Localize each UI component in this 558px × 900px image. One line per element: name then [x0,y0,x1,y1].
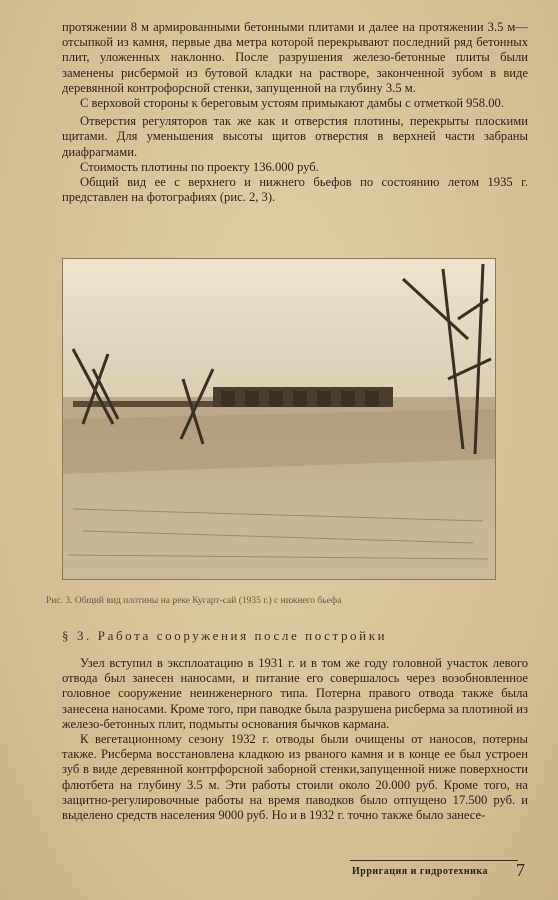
top-text-block [62,20,528,205]
page-number: 7 [516,860,525,880]
paragraph: К вегетационному сезону 1932 г. отводы были очищены от наносов, потерны также. Рисберма восстановлена кладкою из рваного камня и в конце ее был устроен зуб в виде деревянной контрфорсной заборной стенки,запущенной ниже поверхности флютбета на глубину 3.5 м. Эти работы стоили около 20.000 руб. Кроме того, на защитно-регулировочные работы на время паводков было отпущено 17.500 руб. и выделено средств населения 9000 руб. Но и в 1932 г. точно также было занесе- [62,732,528,823]
paragraph: С верховой стороны к береговым устоям примыкают дамбы с отметкой 958.00. [80,96,504,111]
journal-title: Ирригация и гидротехника [352,866,488,877]
bottom-text-block [62,656,528,823]
footer-rule [350,860,518,861]
paragraph: Узел вступил в эксплоатацию в 1931 г. и в том же году головной участок левого отвода был занесен наносами, и питание его совершалось через возобновленное головное сооружение неинженерного типа. Потерна правого отвода также была занесена наносами. Кроме того, при паводке была разрушена рисберма за плотиной из железо-бетонных плит, подмыты основания бычков кармана. [62,656,528,731]
paragraph: Отверстия регуляторов так же как и отверстия плотины, перекрыты плоскими щитами. Для уменьшения высоты щитов отверстия в верхней части забраны диафрагмами. [62,114,528,159]
paragraph: Стоимость плотины по проекту 136.000 руб. [80,159,319,174]
paragraph: Общий вид ее с верхнего и нижнего бьефов по состоянию летом 1935 г. представлен на фотографиях (рис. 2, 3). [62,175,528,205]
figure-caption: Рис. 3. Общий вид плотины на реке Кугарт-сай (1935 г.) с нижнего бьефа [46,596,342,606]
section-heading: § 3. Работа сооружения после постройки [62,628,388,643]
dam-photo-illustration [63,259,495,579]
paragraph: протяжении 8 м армированными бетонными плитами и далее на протяжении 3.5 м—отсыпкой из камня, первые два метра которой перекрывают последний ряд бетонных плит, уложенных наклонно. После разрушения железо-бетонные плиты были заменены рисбермой из бутовой кладки на растворе, законченной зубом в виде деревянной контрофорсной стенки, запущенной на глубину 3.5 м. [62,20,528,95]
dam-photo [62,258,496,580]
